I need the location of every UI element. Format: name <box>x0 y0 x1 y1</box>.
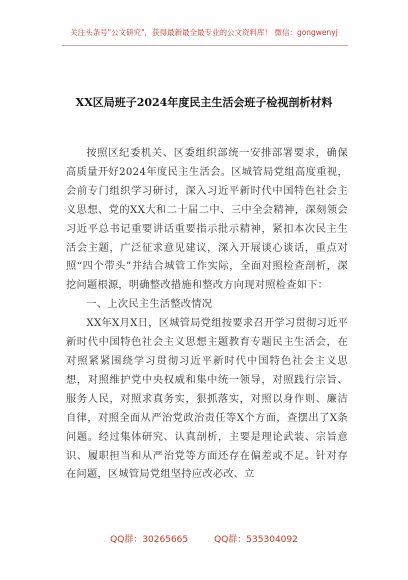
document-body <box>66 145 348 485</box>
footer-qq-group-1: QQ群：30265665 <box>110 535 189 545</box>
footer-qq-group-2: QQ群：535304092 <box>214 535 298 545</box>
footer-contacts <box>0 532 408 545</box>
section-paragraph: XX年X月X日，区城管局党组按要求召开学习贯彻习近平新时代中国特色社会主义思想主题教育专题民主生活会，在对照紧紧围绕学习贯彻习近平新时代中国特色社会主义思想，对照维护党中央权威和集中统一领导，对照践行宗旨、服务人民，对照求真务实，狠抓落实，对照以身作则、廉洁自律，对照全面从严治党政治责任等X个方面，查摆出了X条问题。经过集体研究、认真剖析，主要是理论武装、宗旨意识、履职担当和从严治党等方面还存在偏差或不足。针对存在问题，区城管局党组坚持应改必改、立 <box>66 318 348 481</box>
document-title: XX区局班子2024年度民主生活会班子检视剖析材料 <box>75 96 333 109</box>
header-notice: 关注头条号"公文研究"，获得最新最全最专业的公文资料库！ 微信：gongwenyj <box>70 28 338 37</box>
intro-paragraph: 按照区纪委机关、区委组织部统一安排部署要求，确保高质量开好2024年度民主生活会。区城管局党组高度重视，会前专门组织学习研讨，深入习近平新时代中国特色社会主义思想、党的XX大和二十届二中、三中全会精神，深刻领会习近平总书记重要讲话重要指示批示精神，紧扣本次民主生活会主题，广泛征求意见建议，深入开展谈心谈话，重点对照“四个带头”并结合城管工作实际，全面对照检查剖析，深挖问题根源，明确整改措施和整改方向现对照检查如下： <box>66 148 348 292</box>
header-divider <box>62 45 348 46</box>
section-heading: 一、上次民主生活整改情况 <box>86 299 213 311</box>
